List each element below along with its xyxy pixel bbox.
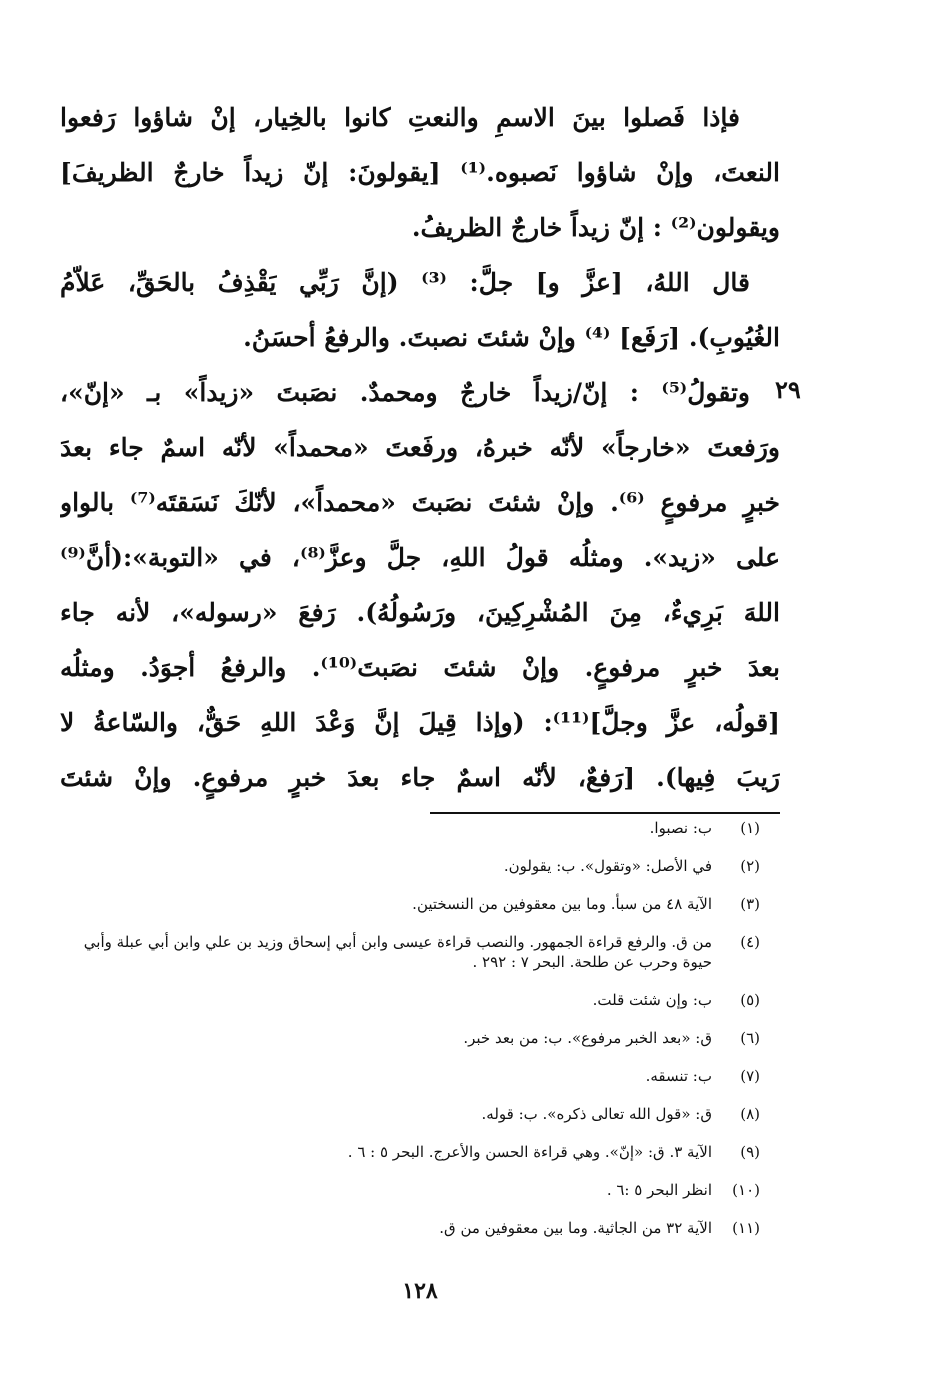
- text-line: النعتَ، وإنْ شاؤوا نَصبوه.⁽¹⁾ [يقولونَ: إنّ زيداً خارجٌ الظريفَ]: [60, 158, 780, 187]
- footnote-text: ب: نصبوا.: [649, 819, 712, 837]
- footnote-item: [60, 932, 760, 972]
- footnote-number: (١): [740, 819, 760, 837]
- footnote-text: ق: «قول الله تعالى ذكره». ب: قوله.: [481, 1105, 712, 1123]
- footnote-text: الآية ٤٨ من سبأ. وما بين معقوفين من النسختين.: [412, 895, 712, 913]
- text-line: الغُيُوبِ). [رَفَع] ⁽⁴⁾ وإنْ شئتَ نصبتَ. والرفعُ أحسَنُ.: [243, 323, 780, 352]
- footnote-number: (٤): [740, 933, 760, 951]
- footnote-item: [60, 894, 760, 914]
- footnote-item: [60, 818, 760, 838]
- footnote-item: [60, 1142, 760, 1162]
- footnote-item: [60, 1180, 760, 1200]
- footnote-text: ق: «بعد الخبر مرفوع». ب: من بعد خبر.: [463, 1029, 712, 1047]
- footnote-text: انظر البحر ٥ :٦ .: [606, 1181, 712, 1199]
- footnote-item: [60, 1066, 760, 1086]
- text-line: قال اللهُ، [عزَّ و] جلَّ: ⁽³⁾ (إنَّ رَبِّي يَقْذِفُ بالحَقِّ، عَلاّمُ: [60, 268, 750, 297]
- footnote-number: (٣): [740, 895, 760, 913]
- text-line: على «زيد». ومثلُه قولُ اللهِ، جلَّ وعزَّ⁽⁸⁾، في «التوبة»:(أنَّ⁽⁹⁾: [60, 543, 780, 572]
- footnote-text: الآية ٣. ق: «إنّ». وهي قراءة الحسن والأعرج. البحر ٥ : ٦ .: [347, 1143, 712, 1161]
- paragraph-margin-number: ٢٩: [775, 375, 801, 404]
- footnote-number: (٩): [740, 1143, 760, 1161]
- text-line: رَيبَ فِيها). [رَفعٌ، لأنّه اسمٌ جاء بعدَ خبرٍ مرفوعٍ. وإنْ شئتَ: [60, 763, 780, 792]
- footnote-number: (٥): [740, 991, 760, 1009]
- footnote-item: [60, 1028, 760, 1048]
- text-line: وتقولُ⁽⁵⁾ : إنّ/زيداً خارجٌ ومحمدٌ. نصَبتَ «زيداً» بـ «إنّ»،: [60, 378, 750, 407]
- footnote-number: (١١): [732, 1219, 760, 1237]
- text-line: ويقولون⁽²⁾ : إنّ زيداً خارجٌ الظريفُ.: [411, 213, 780, 242]
- footnote-number: (٢): [740, 857, 760, 875]
- footnote-divider: [430, 812, 780, 814]
- footnote-text: في الأصل: «وتقول». ب: يقولون.: [503, 857, 712, 875]
- footnote-text: من ق. والرفع قراءة الجمهور. والنصب قراءة عيسى وابن أبي إسحاق وزيد بن علي وابن أبي عبلة وأبي حيوة وحرب عن طلحة. البحر ٧ : ٢٩٢ .: [83, 933, 712, 971]
- text-line: ورَفعتَ «خارجاً» لأنّه خبرهُ، ورفَعتَ «محمداً» لأنّه اسمٌ جاء بعدَ: [60, 433, 780, 462]
- footnote-text: ب: وإن شئت قلت.: [592, 991, 712, 1009]
- footnotes-section: [60, 818, 760, 1256]
- text-line: [قولُه، عزَّ وجلَّ]⁽¹¹⁾: (وإذا قِيلَ إنَّ وَعْدَ اللهِ حَقٌّ، والسّاعةُ لا: [60, 708, 780, 737]
- main-text-block: [60, 90, 780, 805]
- page-number: ١٢٨: [402, 1278, 438, 1304]
- footnote-text: الآية ٣٢ من الجاثية. وما بين معقوفين من ق.: [439, 1219, 712, 1237]
- footnote-item: [60, 1218, 760, 1238]
- footnote-item: [60, 990, 760, 1010]
- text-line: خبرٍ مرفوعٍ ⁽⁶⁾. وإنْ شئتَ نصَبتَ «محمداً»، لأنّكَ نَسَقتَه⁽⁷⁾ بالواو: [60, 488, 780, 517]
- footnote-item: [60, 856, 760, 876]
- footnote-number: (٦): [740, 1029, 760, 1047]
- footnote-text: ب: تنسقه.: [645, 1067, 712, 1085]
- footnote-item: [60, 1104, 760, 1124]
- footnote-number: (١٠): [732, 1181, 760, 1199]
- footnote-number: (٧): [740, 1067, 760, 1085]
- text-line: بعدَ خبرٍ مرفوعٍ. وإنْ شئتَ نصَبتَ⁽¹⁰⁾. والرفعُ أجوَدُ. ومثلُه: [60, 653, 780, 682]
- footnote-number: (٨): [740, 1105, 760, 1123]
- text-line: فإذا فَصلوا بينَ الاسمِ والنعتِ كانوا بالخِيار، إنْ شاؤوا رَفعوا: [60, 103, 740, 132]
- text-line: اللهَ بَرِيءٌ، مِنَ المُشْرِكِينَ، ورَسُولُهُ). رَفعَ «رسوله»، لأنه جاء: [60, 598, 780, 627]
